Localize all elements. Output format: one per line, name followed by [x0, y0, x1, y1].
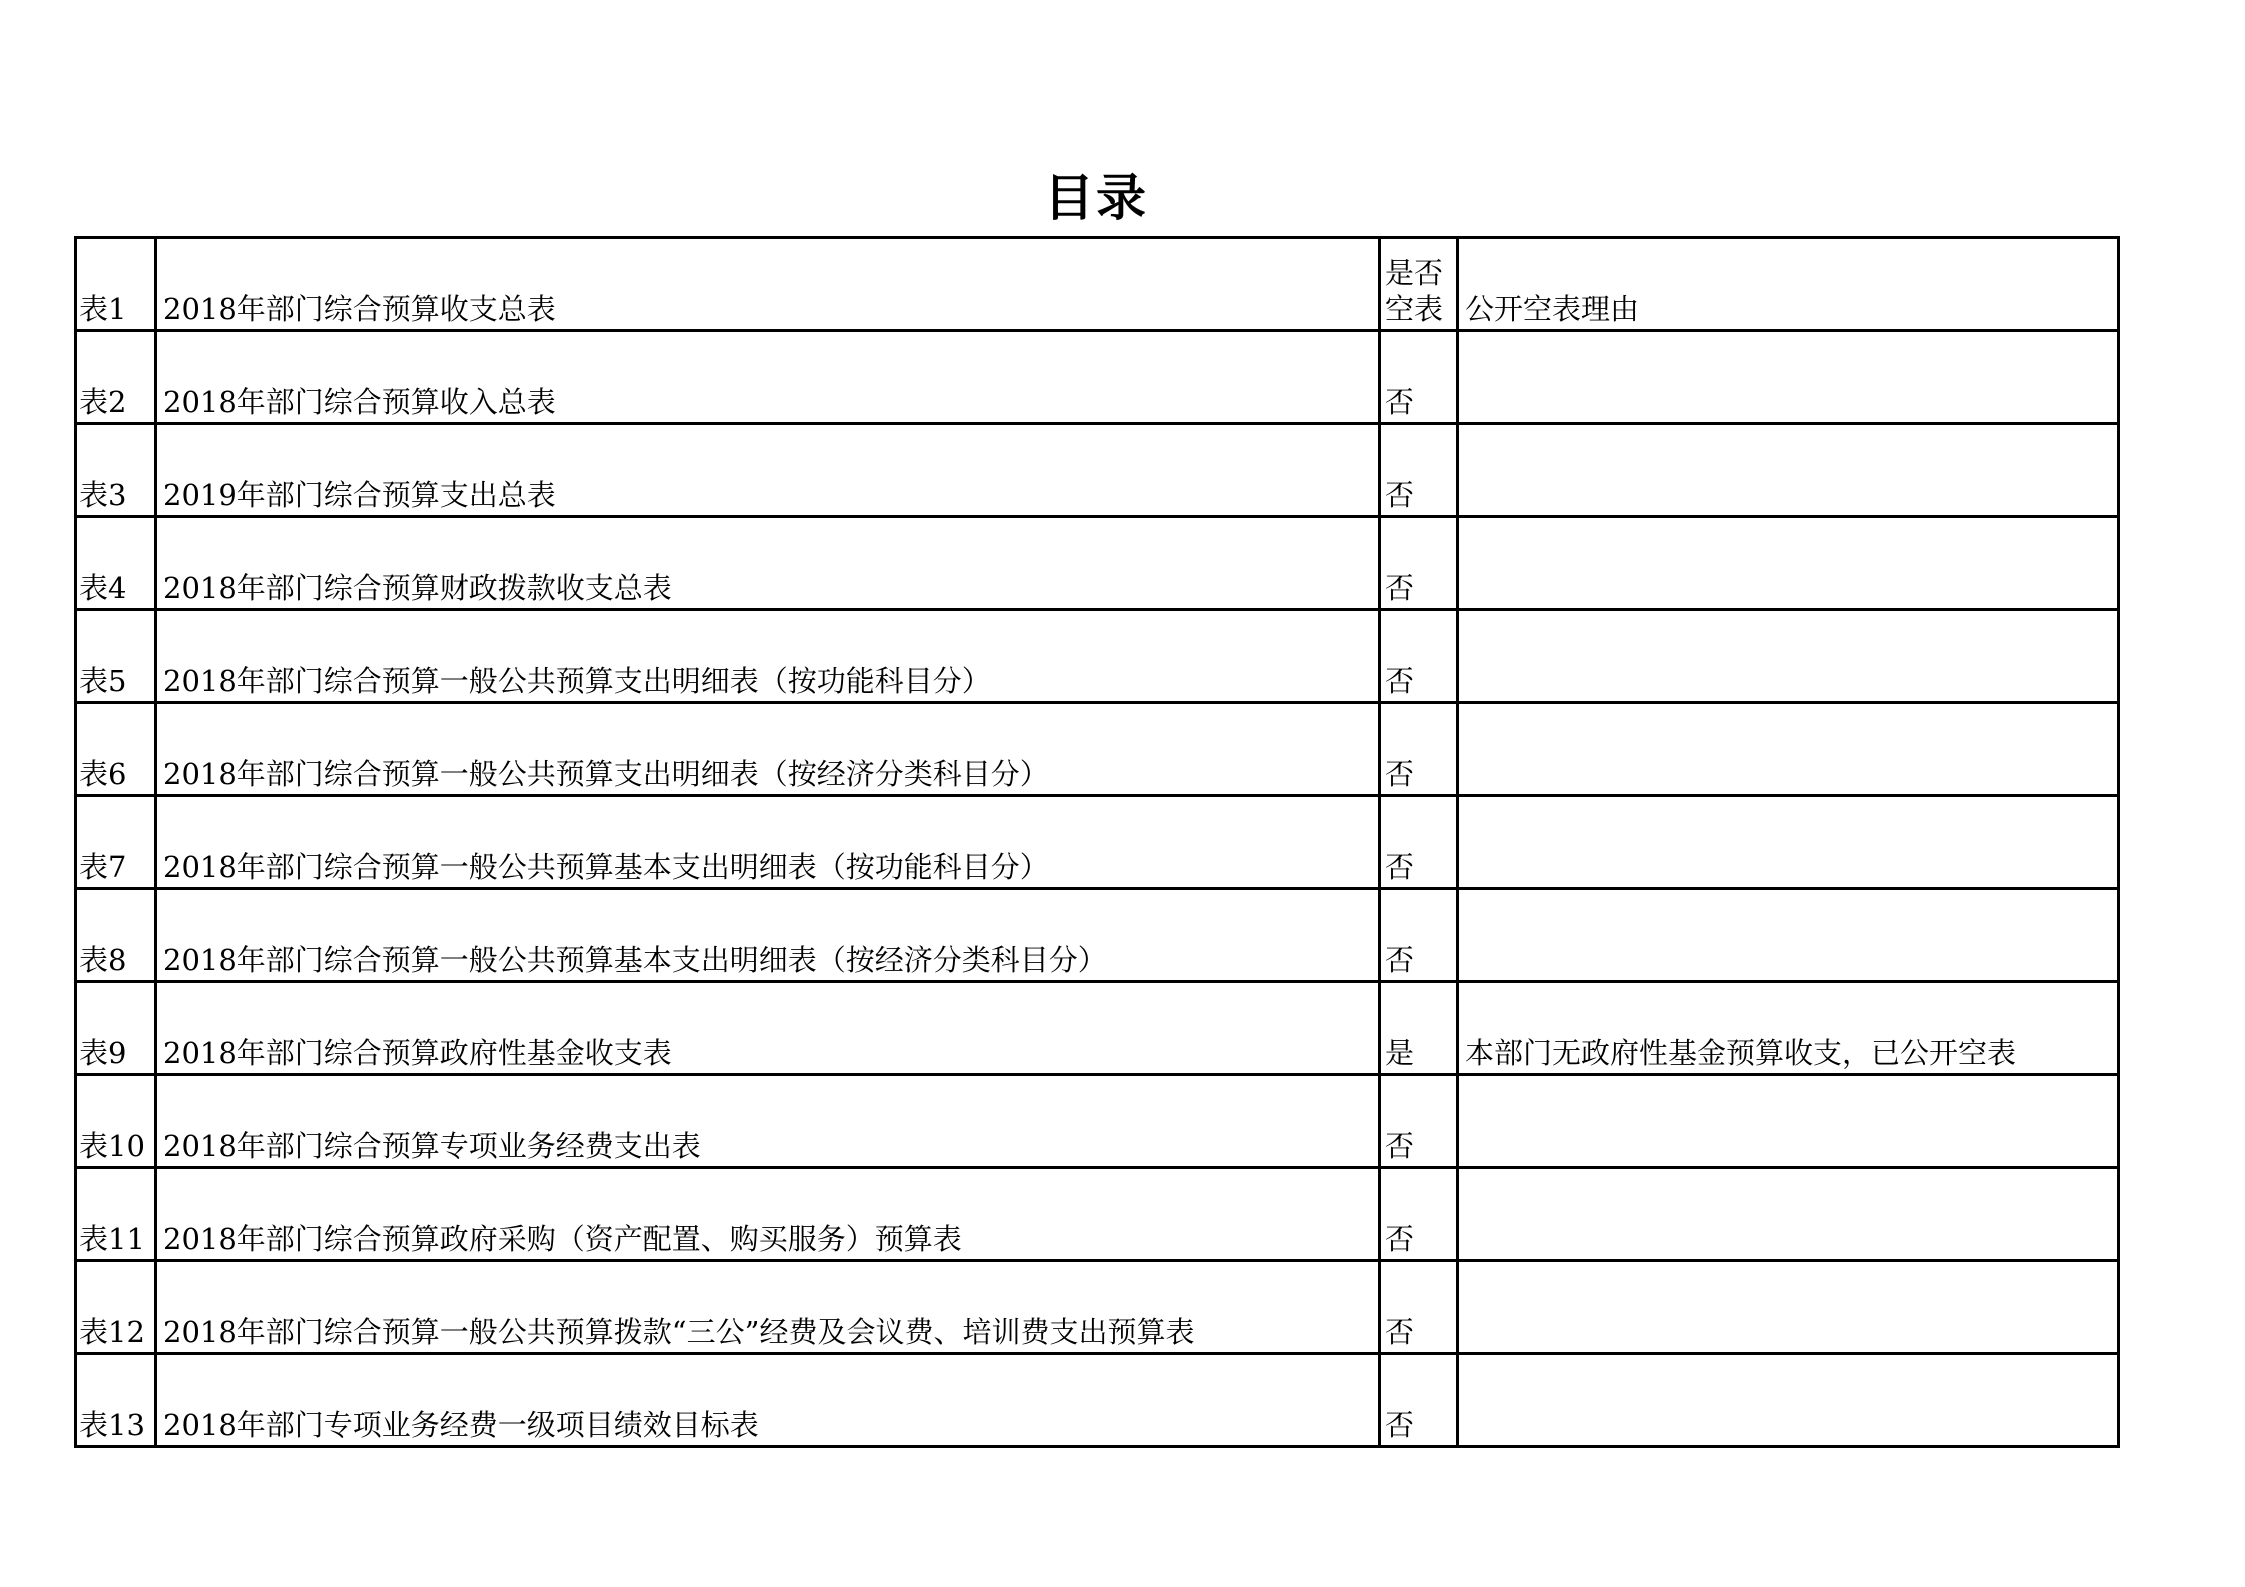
is-empty-cell: 否	[1380, 703, 1458, 796]
table-code-cell: 表10	[76, 1075, 156, 1168]
table-row	[76, 1354, 2119, 1447]
table-code-cell: 表4	[76, 517, 156, 610]
table-name-cell: 2018年部门综合预算收入总表	[156, 331, 1380, 424]
table-name-cell: 2018年部门综合预算一般公共预算基本支出明细表（按经济分类科目分）	[156, 889, 1380, 982]
reason-cell: 本部门无政府性基金预算收支，已公开空表	[1458, 982, 2119, 1075]
reason-cell	[1458, 796, 2119, 889]
table-row	[76, 1168, 2119, 1261]
table-code-cell: 表2	[76, 331, 156, 424]
table-name-cell: 2018年部门综合预算收支总表	[156, 238, 1380, 331]
table-row	[76, 1261, 2119, 1354]
reason-cell	[1458, 1168, 2119, 1261]
is-empty-header-line2: 空表	[1385, 292, 1444, 326]
reason-cell	[1458, 610, 2119, 703]
table-name-cell: 2018年部门综合预算一般公共预算拨款“三公”经费及会议费、培训费支出预算表	[156, 1261, 1380, 1354]
is-empty-cell: 否	[1380, 1261, 1458, 1354]
toc-table	[74, 236, 2120, 1448]
table-row	[76, 889, 2119, 982]
table-name-cell: 2018年部门综合预算政府采购（资产配置、购买服务）预算表	[156, 1168, 1380, 1261]
table-code-cell: 表1	[76, 238, 156, 331]
is-empty-cell: 否	[1380, 1075, 1458, 1168]
table-name-cell: 2018年部门综合预算政府性基金收支表	[156, 982, 1380, 1075]
reason-cell	[1458, 424, 2119, 517]
reason-cell	[1458, 1075, 2119, 1168]
table-name-cell: 2019年部门综合预算支出总表	[156, 424, 1380, 517]
table-code-cell: 表12	[76, 1261, 156, 1354]
is-empty-cell: 否	[1380, 424, 1458, 517]
table-code-cell: 表8	[76, 889, 156, 982]
is-empty-cell: 否	[1380, 1168, 1458, 1261]
table-row	[76, 982, 2119, 1075]
table-name-cell: 2018年部门综合预算一般公共预算支出明细表（按经济分类科目分）	[156, 703, 1380, 796]
table-name-cell: 2018年部门综合预算一般公共预算支出明细表（按功能科目分）	[156, 610, 1380, 703]
table-code-cell: 表11	[76, 1168, 156, 1261]
is-empty-cell: 否	[1380, 796, 1458, 889]
is-empty-cell: 否	[1380, 517, 1458, 610]
table-name-cell: 2018年部门专项业务经费一级项目绩效目标表	[156, 1354, 1380, 1447]
table-code-cell: 表3	[76, 424, 156, 517]
table-code-cell: 表5	[76, 610, 156, 703]
is-empty-cell: 否	[1380, 1354, 1458, 1447]
reason-cell	[1458, 703, 2119, 796]
table-code-cell: 表13	[76, 1354, 156, 1447]
table-name-cell: 2018年部门综合预算专项业务经费支出表	[156, 1075, 1380, 1168]
table-row	[76, 610, 2119, 703]
is-empty-header-line1: 是否	[1385, 256, 1444, 290]
table-name-cell: 2018年部门综合预算一般公共预算基本支出明细表（按功能科目分）	[156, 796, 1380, 889]
is-empty-header	[1380, 238, 1458, 331]
reason-cell	[1458, 331, 2119, 424]
table-row	[76, 796, 2119, 889]
reason-header: 公开空表理由	[1458, 238, 2119, 331]
reason-cell	[1458, 889, 2119, 982]
table-row	[76, 331, 2119, 424]
is-empty-cell: 是	[1380, 982, 1458, 1075]
table-header-row	[76, 238, 2119, 331]
is-empty-cell: 否	[1380, 889, 1458, 982]
table-code-cell: 表7	[76, 796, 156, 889]
reason-cell	[1458, 1354, 2119, 1447]
table-code-cell: 表6	[76, 703, 156, 796]
table-code-cell: 表9	[76, 982, 156, 1075]
reason-cell	[1458, 517, 2119, 610]
table-row	[76, 703, 2119, 796]
table-row	[76, 424, 2119, 517]
page-title: 目录	[1044, 169, 1148, 227]
table-name-cell: 2018年部门综合预算财政拨款收支总表	[156, 517, 1380, 610]
table-row	[76, 1075, 2119, 1168]
reason-cell	[1458, 1261, 2119, 1354]
is-empty-cell: 否	[1380, 331, 1458, 424]
is-empty-cell: 否	[1380, 610, 1458, 703]
table-row	[76, 517, 2119, 610]
